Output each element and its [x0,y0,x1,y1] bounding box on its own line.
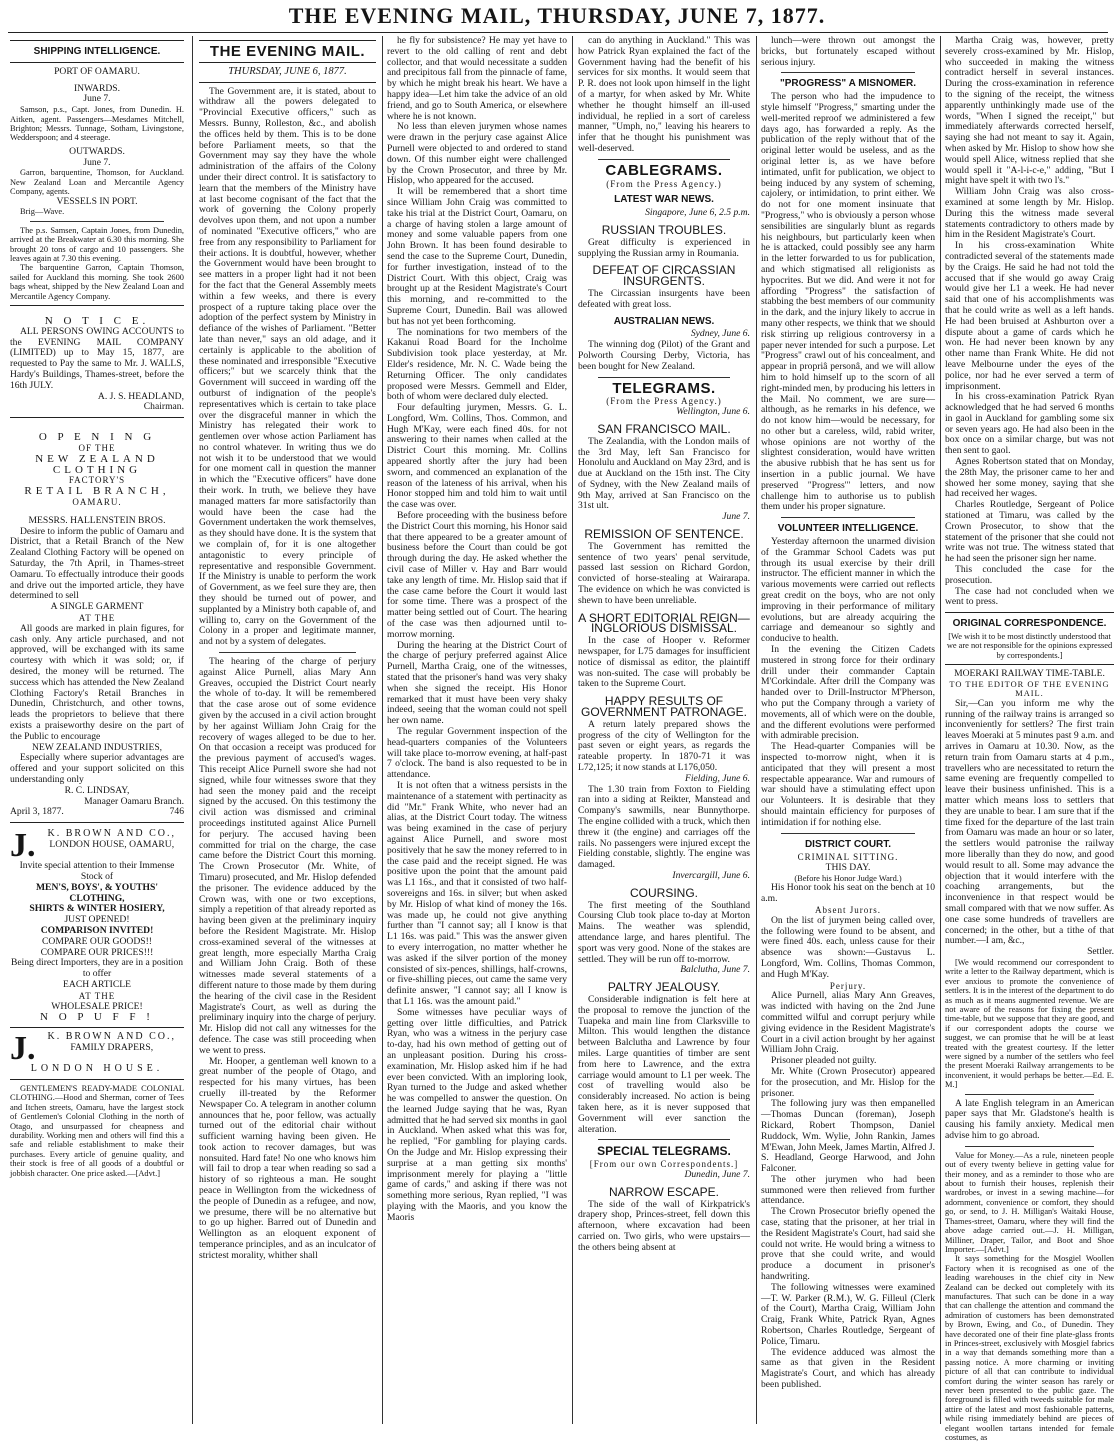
news-paragraph: The regular Government inspection of the head-quarters companies of the Volunteers will take place to-morrow evening, at half-past 7 o'clock. The band is also requested to be in attendance. [387,726,567,781]
before-judge: (Before his Honor Judge Ward.) [794,873,902,883]
criminal-sitting: CRIMINAL SITTING. [797,852,899,863]
district-court-heading: DISTRICT COURT. [804,838,892,850]
divider [10,1079,184,1080]
opening-firm: MESSRS. HALLENSTEIN BROS. [28,514,166,526]
divider [10,62,184,63]
editor-note: [We would recommend our correspondent to write a letter to the Railway department, which is ever anxious to promote the convenience of settlers. It is in the interest of the department to do as much as it means augmented revenue. We are not aware of the reasons for fixing the present time-table, but we suppose that they are good, and if our correspondent adopts the course we suggest, we can promise that he will be at least treated with the greatest courtesy. If the letter were signed by a number of the settlers who feel the present Moeraki Railway arrangements to be inconvenient, it would perhaps be better.—Ed. E. M.] [945,957,1114,1090]
brown-compare: COMPARISON INVITED! [40,924,154,936]
column-5 [761,36,935,1424]
brown2-drapers: FAMILY DRAPERS, [70,1041,154,1053]
jealousy-heading: PALTRY JEALOUSY. [607,980,721,995]
sf-heading: SAN FRANCISCO MAIL. [597,421,731,436]
masthead: THE EVENING MAIL, THURSDAY, JUNE 7, 1877. [288,3,826,28]
court-paragraph: His Honor took his seat on the bench at 10 a.m. [761,882,935,905]
opening-line: RETAIL BRANCH, [24,485,170,498]
notice-text: ALL PERSONS OWING ACCOUNTS to the EVENING MAIL COMPANY (LIMITED) up to May 15, 1877, are requested to Pay the same to Mr. J. WALLS, Hardy's Buildings, Thames-street, before the 16th JULY. [10,325,184,391]
column-1 [10,36,184,1424]
outwards-heading: OUTWARDS. [69,145,125,157]
russian-heading: RUSSIAN TROUBLES. [601,222,727,237]
editorial-paragraph: Mr. Hooper, a gentleman well known to a great number of the people of Otago, and respected for his many virtues, has been cruelly ill-treated by the Reformer Newspaper Co. A telegram in another column announces that he, poor fellow, was actually turned out of the editorial chair without sufficient warning having been given. He took action to recover damages, but was nonsuited. Hard fate! No one who knows him will fail to drop a tear when reading so sad a history of so righteous a man. He sought peace in Wellington from the wickedness of the people of Dunedin as a refugee, and now, we presume, there will be no alternative but to go up higher. Barred out of Dunedin and Wellington as an eloquent exponent of temperance principles, and as an inculcator of strictest morality, whither shall [199,1055,376,1261]
shipping-heading: SHIPPING INTELLIGENCE. [33,46,161,57]
sf-date: Wellington, June 6. [676,406,750,418]
court-paragraph: The evidence adduced was almost the same as that given in the Resident Magistrate's Court, and which has already been published. [761,1346,935,1391]
press-agency: (From the Press Agency.) [606,178,722,189]
court-paragraph: Prisoner pleaded not guilty. [771,1055,877,1067]
brown-at: AT THE [78,990,116,1001]
court-paragraph: Charles Routledge, Sergeant of Police stationed at Timaru, was called by the Crown Prosecutor, to show that the statement of the prisoner that she could not write was not true. The witness stated that he had seen the prisoner sign her name. [945,499,1114,565]
divider [219,652,356,653]
drop-cap-j: J. [10,827,36,865]
opening-dateline [10,807,184,818]
brown-wholesale: WHOLESALE PRICE! [51,1000,143,1012]
opening-garment: A SINGLE GARMENT [50,601,144,613]
advert-paragraph: Value for Money.—As a rule, nineteen people out of every twenty believe in getting value for their money, and as a reminder to those who are about to furnish their houses, replenish their wardrobes, or invest in a sewing machine—for adornment, convenience or comfort, they should go, or send, to J. H. Milligan's Waitaki House, Thames-street, Oamaru, where they will find the above adage carried out.—J. H. Milligan, Milliner, Draper, Tailor, and Boot and Shoe Importer.—[Advt.] [945,1150,1114,1254]
ready-made-advert: GENTLEMEN'S READY-MADE COLONIAL CLOTHING.—Hood and Sherman, corner of Tees and Itchen streets, Oamaru, have the largest stock of Gentlemen's Colonial Clothing in the north of Otago, and unsurpassed for cheapness and durability. Working men and others will find this a safe and reliable establishment to make their purchases. Every article of genuine quality, and their stock is free of all goods of a doubtful or jobbish character. One price asked.—[Advt.] [10,1083,184,1178]
divider [199,82,376,83]
court-paragraph: The following witnesses were examined—T. W. Parker (R.M.), W. G. Filleul (Clerk of the Court), Martha Craig, William John Craig, Frank White, Patrick Ryan, Agnes Robertson, Charles Routledge, Sergeant of Police, Timaru. [761,1281,935,1347]
divider [199,40,376,41]
news-paragraph: The winning dog (Pilot) of the Grant and Polworth Coursing Derby, Victoria, has been bought for New Zealand. [578,339,750,372]
brown-stock: MEN'S, BOYS', & YOUTHS' CLOTHING, [36,881,158,904]
divider [30,221,164,222]
court-paragraph: The other jurymen who had been summoned were then relieved from further attendance. [761,1173,935,1207]
inwards-date: June 7. [83,93,111,105]
opening-text: Desire to inform the public of Oamaru and District, that a Retail Branch of the New Zealand Clothing Factory will be opened on Saturday, the 7th April, in Thames-street Oamaru. To effectually introduce their goods and drive out the imported article, they have determined to sell [10,525,184,602]
shipping-paragraph: The p.s. Samsen, Captain Jones, from Dunedin, arrived at the Breakwater at 6.30 this morning. She brought 20 tons of cargo and 10 passengers. She leaves again at 7.30 this evening. [10,225,184,264]
court-paragraph: Martha Craig was, however, pretty severely cross-examined by Mr. Hislop, who succeeded in making the witness contradict herself in several instances. During the cross-examination in reference to the signing of the receipt, the witness apparently unthinkingly made use of the words, "When I signed the receipt," but immediately afterwards corrected herself, saying she had not meant to say it. Again, when asked by Mr. Hislop to show how she would spell Alice, witness replied that she would spell it "A-l-i-c-e," adding, "But I might have spelt it with two l's." [945,35,1114,187]
remission-heading: REMISSION OF SENTENCE. [584,527,744,542]
brown-opened: JUST OPENED! [64,914,130,926]
opening-line: NEW ZEALAND CLOTHING [35,452,159,476]
inwards-heading: INWARDS. [73,82,121,94]
brown-compare: COMPARE OUR GOODS!! [42,935,152,947]
news-paragraph: The Circassian insurgents have been defeated with great loss. [578,287,750,310]
brown-stock: SHIRTS & WINTER HOSIERY, [29,903,165,915]
court-paragraph: Alice Purnell, alias Mary Ann Greaves, was indicted with having on the 2nd June committed wilful and corrupt perjury while giving evidence in the Resident Magistrate's Court in a civil action brought by her against William John Craig. [761,990,935,1056]
divider [945,664,1114,665]
fielding-date: Fielding, June 6. [684,772,750,784]
outwards-text: Garron, barquentine, Thomson, for Auckland. New Zealand Loan and Mercantile Agency Company, agents. [10,168,184,197]
court-paragraph: Mr. White (Crown Prosecutor) appeared for the prosecution, and Mr. Hislop for the prisoner. [761,1065,935,1099]
notice-signer: A. J. S. HEADLAND, [97,390,184,402]
editorial-reign-heading: A SHORT EDITORIAL REIGN—INGLORIOUS DISMISSAL. [578,610,750,636]
news-paragraph: Before proceeding with the business before the District Court this morning, his Honor said that there appeared to be a greater amount of business before the Court than could be got through during the day. He asked whether the civil case of Miller v. Hay and Barr would take any length of time. Mr. Hislop said that if the case came before the Court it would last for some time. There was a prospect of the matter being settled out of Court. The hearing of the case was then adjourned until to-morrow morning. [387,510,567,640]
opening-ref: 746 [169,806,184,818]
remission-date: June 7. [722,511,750,523]
letter-signer: Settler. [1087,946,1114,958]
brown-each: EACH ARTICLE [63,978,131,990]
volunteer-heading: VOLUNTEER INTELLIGENCE. [777,523,919,535]
perjury-subheading: Perjury. [829,980,867,991]
port-heading: PORT OF OAMARU. [54,65,140,77]
railway-to-editor: TO THE EDITOR OF THE EVENING MAIL. [949,680,1110,699]
vessels-heading: VESSELS IN PORT. [56,195,138,207]
news-paragraph: Four defaulting jurymen, Messrs. G. L. Longford, Wm. Collins, Thos. Common, and Hugh M'Kay, were each fined 40s. for not answering to their names when called at the District Court this morning. Mr. Collins appeared shortly after the jury had been sworn, and commenced an explanation of the reason of the lateness of his arrival, when his Honor stopped him and told him to wait until the case was over. [387,402,567,511]
court-paragraph: William John Craig was also cross-examined at some length by Mr. Hislop. During this the witness made several statements contradictory to others made by him in the Resident Magistrate's Court. [945,186,1114,241]
opening-role: Manager Oamaru Branch. [84,795,184,807]
special-telegrams-heading: SPECIAL TELEGRAMS. [597,1144,731,1159]
dunedin-date: Dunedin, June 7. [684,1168,750,1180]
editorial-paragraph: The hearing of the charge of perjury against Alice Purnell, alias Mary Ann Greaves, occupied the District Court nearly the whole of to-day. It will be remembered that the case arose out of some evidence given by the accused in a civil action brought by her against William John Craig for the recovery of wages alleged to be due to her. On that occasion a receipt was produced for the previous payment of accused's wages. This receipt Alice Purnell swore she had not signed, while four witnesses swore that they had seen the money paid and the receipt signed by the accused. On this testimony the civil action was dismissed and criminal proceedings instituted against Alice Purnell for perjury. The accused having been committed for trial on the charge, the case came before the District Court this morning. The Crown Prosecutor (Mr. White, of Timaru) prosecuted, and Mr. Hislop defended the prisoner. The evidence adduced by the Crown was, with one or two exceptions, simply a repetition of that already reported as having been given at the preliminary inquiry before the Resident Magistrate. Mr. Hislop cross-examined several of the witnesses at great length, more especially Martha Craig and William John Craig. Both of these witnesses made several statements of a different nature to those made by them during the hearing of the civil case in the Resident Magistrate's Court, as well as during the preliminary inquiry into the charge of perjury. Mr. Hislop did not call any witnesses for the defence. The case was still proceeding when we went to press. [199,656,376,1056]
advert-paragraph: It says something for the Mosgiel Woollen Factory when it is recognised as one of the leading warehouses in the chief city in New Zealand can be decked out completely with its manufactures. That such can be done in a way that can challenge the attention and command the admiration of customers has been demonstrated by Brown, Ewing, and Co., of Dunedin. They have decorated one of their fine plate-glass fronts in Princes-street, exclusively with Mosgiel fabrics in a way that demands something more than a passing notice. A more charming or inviting picture of all that can contribute to individual comfort during the winter season has rarely or never been presented to the public gaze. The foreground is filled with tweeds suitable for male attire of the latest and most fashionable patterns, while rising immediately behind are pieces of elegant woollen tartans intended for female costumes, as [945,1254,1114,1442]
brown-compare: COMPARE OUR PRICES!!! [40,946,154,958]
divider [945,612,1114,613]
news-paragraph: Great difficulty is experienced in supplying the Russian army in Roumania. [578,236,750,259]
australian-heading: AUSTRALIAN NEWS. [613,315,715,327]
divider [598,1139,730,1140]
divider [10,1027,184,1028]
court-paragraph: The following jury was then empanelled—Thomas Duncan (foreman), Joseph Rickard, Robert Thompson, Daniel Ruddock, Wm. Wylie, John Rankin, James M'Ewan, John Meek, James Martin, Alfred J. S. Headland, George Harwood, and John Falconer. [761,1098,935,1175]
shipping-paragraph: The barquentine Garron, Captain Thomson, sailed for Auckland this morning. She took 2600 bags wheat, shipped by the New Zealand Loan and Mercantile Agency Company. [10,263,184,301]
brown2-house: LONDON HOUSE. [30,1063,164,1075]
australian-date: Sydney, June 6. [690,328,750,340]
divider [781,517,915,518]
news-paragraph: The Head-quarter Companies will be inspected to-morrow night, when it is anticipated that they will present a most respectable appearance. War and rumours of war should have a stimulating effect upon our Volunteers. It is desirable that they should maintain efficiency for purposes of intimidation if for nothing else. [761,741,935,828]
brown-house: LONDON HOUSE, OAMARU, [49,838,175,850]
court-paragraph: Agnes Robertson stated that on Monday, the 28th May, the prisoner came to her and showed her some money, saying that she had received her wages. [945,456,1114,500]
column-4 [578,36,750,1424]
masthead-rule [8,32,1108,33]
news-paragraph: can do anything in Auckland." This was how Patrick Ryan explained the fact of the Government having had the benefit of his services for six months. It would seem that P. R. does not look upon himself in the light of a martyr, for when asked by Mr. White whether he thought himself an ill-used individual, he replied in a sort of careless manner, "Umph, no," leaving his hearers to infer that he thought his punishment was well-deserved. [578,35,750,154]
notice-heading: N O T I C E. [44,315,150,328]
court-paragraph: The Crown Prosecutor briefly opened the case, stating that the prisoner, at her trial in the Resident Magistrate's Court, had said she could not write. He would bring a witness to prove that she could write, and would produce a document in prisoner's handwriting. [761,1206,935,1283]
court-paragraph: On the list of jurymen being called over, the following were found to be absent, and were fined 40s. each, unless cause for their absence was shown:—Gustavus L. Longford, Wm. Collins, Thomas Common, and Hugh M'Kay. [761,914,935,980]
press-agency: (From the Press Agency.) [606,396,722,407]
notice-role: Chairman. [143,401,184,413]
inwards-text: Samson, p.s., Capt. Jones, from Dunedin. H. Aitken, agent. Passengers—Mesdames Mitchell, Brighton; Messrs. Tunnage, Sotham, Livingstone, Wedderspoon; and 4 steerage. [10,105,184,143]
divider [10,40,184,41]
absent-jurors: Absent Jurors. [815,904,881,915]
telegrams-heading: TELEGRAMS. [612,379,716,397]
court-paragraph: This concluded the case for the prosecution. [945,564,1114,586]
divider [598,159,730,160]
court-paragraph: In his cross-examination Patrick Ryan acknowledged that he had served 6 months in gaol in Auckland for gambling some six or seven years ago. He had also been in the box once on a similar charge, but was not then sent to gaol. [945,391,1114,457]
divider [598,377,730,378]
divider [199,62,376,63]
news-paragraph: he fly for subsistence? He may yet have to revert to the old calling of rent and debt collector, and that would necessitate a sudden and precipitous fall from the pinnacle of fame, by which he might break his heart. We have a happy idea—Let him take the advice of an old friend, and go to South America, or elsewhere where he is not known. [387,35,567,122]
narrow-escape-heading: NARROW ESCAPE. [608,1184,719,1199]
coursing-heading: COURSING. [629,885,698,900]
opening-text: Especially where superior advantages are offered and your support solicited on this understanding only [10,752,184,785]
brown-invite: Invite special attention to their Immense Stock of [19,860,175,882]
war-heading: LATEST WAR NEWS. [614,194,714,206]
court-paragraph: The case had not concluded when we went to press. [945,585,1114,608]
divider [781,833,915,834]
drop-cap-j: J. [10,1030,36,1068]
column-rule [572,36,573,1424]
opening-line: FACTORY'S [68,475,126,486]
opening-signer: R. C. LINDSAY, [64,784,130,796]
progress-heading: "PROGRESS" A MISNOMER. [780,78,916,90]
news-paragraph: During the hearing at the District Court of the charge of perjury preferred against Alice Purnell, Martha Craig, one of the witnesses, stated that the prisoner's hand was very shaky when she signed the receipt. His Honor remarked that it must have been very shaky indeed, seeing that the woman could not spell her own name. [387,639,567,727]
railway-heading: MOERAKI RAILWAY TIME-TABLE. [954,668,1105,680]
brown-importers: Being direct Importers, they are in a position to offer [10,957,184,980]
news-paragraph: lunch—were thrown out amongst the bricks, but fortunately escaped without serious injury. [761,35,935,68]
news-paragraph: The Government has remitted the sentence of two years' penal servitude, passed last session on Richard Gordon, convicted of horse-stealing at Wairarapa. The evidence on which he was convicted is shewn to have been unreliable. [578,540,750,606]
invercargill-date: Invercargill, June 6. [672,869,750,881]
column-rule [382,36,383,1424]
column-rule [756,36,757,1424]
vessels-text: Brig—Wave. [20,207,65,217]
news-paragraph: The first meeting of the Southland Coursing Club took place to-day at Morton Mains. The weather was splendid, attendance large, and hares plentiful. The sport was very good. None of the stakes are settled. They will be run off to-morrow. [578,899,750,965]
news-paragraph: Some witnesses have peculiar ways of getting over little difficulties, and Patrick Ryan, who was a witness in the perjury case to-day, had his own method of getting out of an unpleasant position. During his cross-examination, Mr. Hislop asked him if he had ever been convicted. With an imploring look, Ryan turned to the Judge and asked whether he was compelled to answer the question. On the learned Judge saying that he was, Ryan admitted that he had served six months in gaol in Auckland. When asked what this was for, he replied, "For gambling for playing cards. On the Judge and Mr. Hislop expressing their surprise at a man getting six months' imprisonment merely for playing a "little game of cards," and asking if there was not something more serious, Ryan replied, "I was playing with the Maoris, and you know the Maoris [387,1006,567,1223]
brown2-firm: K. BROWN AND CO., [47,1031,176,1043]
news-paragraph: The nominations for two members of the Kakanui Road Board for the Incholme Subdivision took place yesterday, at Mr. Elder's residence, Mr. N. C. Wade being the Returning Officer. The only candidates proposed were Messrs. Gemmell and Elder, both of whom were declared duly elected. [387,326,567,403]
news-paragraph: In the case of Hooper v. Reformer newspaper, for L75 damages for insufficient notice of dismissal as editor, the plaintiff was non-suited. The case will probably be taken to the Supreme Court. [578,635,750,690]
editorial-date: THURSDAY, JUNE 6, 1877. [228,65,347,77]
opening-industries: NEW ZEALAND INDUSTRIES, [31,741,163,753]
opening-line: OAMARU. [72,497,122,508]
news-paragraph: No less than eleven jurymen whose names were drawn in the perjury case against Alice Purnell were objected to and ordered to stand down. Of this number eight were challenged by the Crown Prosecutor, and three by Mr. Hislop, who appeared for the accused. [387,121,567,187]
war-date: Singapore, June 6, 2.5 p.m. [645,207,750,219]
column-3 [387,36,567,1424]
circassian-heading: DEFEAT OF CIRCASSIAN INSURGENTS. [592,263,736,289]
news-paragraph: It is not often that a witness persists in the maintenance of a statement with pertinacity as did "Mr." Frank White, who never had an alias, at the District Court today. The witness was being examined in the case of perjury against Alice Purnell, and swore most positively that he saw the money referred to in the case paid and the receipt signed. He was positive upon the point that the amount paid was L1 16s., and that it consisted of two half-sovereigns and 16s. in silver; but when asked by Mr. Hislop of what kind of money the 16s. was made up, he could not give anything further than "I cannot say; all I know is that L1 16s. was paid." This was the answer given to every interrogation, no matter whether he was asked if the silver portion of the money consisted of six-pences, shillings, half-crowns, or five-shilling pieces, out came the same very definite answer, "I cannot say; all I know is that L1 16s. was the amount paid." [387,779,567,1007]
divider [965,1146,1094,1147]
divider [781,72,915,73]
column-rule [940,36,941,1424]
cablegrams-heading: CABLEGRAMS. [605,161,723,179]
this-day: THIS DAY. [825,862,871,874]
correspondents-note: [From our own Correspondents.] [589,1159,739,1170]
news-paragraph: Considerable indignation is felt here at the proposal to remove the junction of the Tuapeka and main line from Clarksville to Milton. This would lengthen the distance between Balclutha and Lawrence by four miles. Large quantities of timber are sent from here to Lawrence, and the extra carriage would amount to L1 per week. The cost of travelling would also be considerably increased. No action is being taken here, as it is never supposed that Government will ever sanction the alteration. [578,993,750,1135]
column-2 [199,36,376,1424]
divider [965,1094,1094,1095]
opening-line: OF THE [78,443,116,454]
column-rule [192,36,193,1424]
editorial-title: THE EVENING MAIL. [209,43,366,60]
correspondence-heading: ORIGINAL CORRESPONDENCE. [952,618,1107,630]
news-paragraph: In the evening the Citizen Cadets mustered in strong force for their ordinary drill under their commander Captain M'Corkindale. After drill the Company was handed over to Drill-Instructor M'Pherson, who put the Company through a variety of movements, all of which were on the double, and the different evolutions were performed with admirable precision. [761,644,935,742]
court-paragraph: In his cross-examination White contradicted several of the statements made by the Craigs. He said he had not told the accused that if she would go away Craig would give her L1 a week. He had never said that one of his accomplishments was that he could write as well as a left hands. He had been bruised at Ashburton over a dispute about a game of cards which he won. He had never been known by any other name than Frank White. He did not leave Melbourne under the eyes of the police, nor had he ever served a term of imprisonment. [945,240,1114,392]
divider [10,417,184,418]
brown-puff: N O P U F F ! [40,1011,154,1024]
news-paragraph: Yesterday afternoon the unarmed division of the Grammar School Cadets was put through its usual exercise by their drill instructor. The efficient manner in which the various movements were carried out reflects great credit on the boys, who are not only improving in their performance of military evolutions, but are already acquiring the carriage and demeanour so sightly and conducive to health. [761,536,935,645]
opening-text: All goods are marked in plain figures, for cash only. Any article purchased, and not approved, will be exchanged with its same courtesy with which it was sold; or, if desired, the money will be returned. The success which has attended the New Zealand Clothing Factory's Retail Branches in Dunedin, Christchurch, and other towns, leads the proprietors to believe that there exists a praiseworthy desire on the part of the Public to encourage [10,622,184,742]
balclutha-date: Balclutha, June 7. [680,964,750,976]
opening-date: April 3, 1877. [10,806,64,818]
news-paragraph: It will be remembered that a short time since William John Craig was committed to take his trial at the District Court, Oamaru, on a charge of having stolen a large amount of money and some valuable papers from one John Brown. It has been found desirable to send the case to the Supreme Court, Dunedin, for further investigation, instead of to the District Court. With this object, Craig was brought up at the Resident Magistrate's Court this morning, and re-committed to the Supreme Court, Dunedin. Bail was allowed but has not yet been forthcoming. [387,186,567,327]
divider [10,822,184,823]
outwards-date: June 7. [83,156,111,168]
news-paragraph: The Zealandia, with the London mails of the 3rd May, left San Francisco for Honolulu and Auckland on May 23rd, and is due at Auckland on the 15th inst. The City of Sydney, with the New Zealand mails of 9th May, arrived at San Francisco on the 31st ult. [578,435,750,512]
letter-paragraph: Sir,—Can you inform me why the running of the railway trains is arranged so inconveniently for settlers? The first train leaves Moeraki at 5 minutes past 9 a.m. and arrives in Oamaru at 10.30. Now, as the return train from Oamaru starts at 4 p.m., travellers who are necessitated to return the same evening are frequently compelled to leave their business unfinished. This is a matter which means loss to settlers that they are unable to bear. I am sure that if the time fixed for the departure of the last train from Oamaru was made an hour or so later, the settlers would patronise the railway more liberally than they do now, and good would result to all. Some may advance the objection that it would interfere with the coaching arrangements, but the inconvenience in that respect would be small compared with that we now suffer. As one case some hundreds of travellers are concerned; in the other, but a tithe of that number.—I am, &c., [945,697,1114,947]
opening-at: AT THE [78,613,116,623]
opening-line: O P E N I N G [38,431,156,444]
news-paragraph: A late English telegram in an American paper says that Mr. Gladstone's health is causing his family anxiety. Medical men advise him to go abroad. [945,1097,1114,1142]
news-paragraph: The side of the wall of Kirkpatrick's drapery shop, Princes-street, fell down this afternoon, where excavation had been carried on. Two girls, who were upstairs—the others being absent at [578,1198,750,1253]
divider [10,305,184,306]
column-6 [945,35,1114,1442]
news-paragraph: A return lately prepared shows the progress of the city of Wellington for the past seven or eight years, as regards the rateable property. In 1870-71 it was L72,125; it now stands at L176,050. [578,718,750,774]
correspondence-note: [We wish it to be most distinctly understood that we are not responsible for the opinions expressed by correspondents.] [946,632,1113,660]
brown-firm: K. BROWN AND CO., [47,828,176,840]
news-paragraph: The person who had the impudence to style himself "Progress," smarting under the well-merited reproof we administered a few days ago, has forwarded a reply. As the publication of the reply without that of the original letter would be useless, and as the original letter is, as we have before intimated, unfit for publication, we object to being induced by any system of scheming, cajolery, or intimidation, to print either. We do not for one moment insinuate that "Progress," who is obviously a person whose sensibilities are singularly blunt as regards his neighbours, but particularly keen when he is attacked, could possibly see any harm in the letter forwarded to us for publication, and which stigmatised all religionists as hypocrites. But we did. And were it not for affording "Progress" the satisfaction of stabbing the best members of our community in the dark, and the injury likely to accrue in many other respects, we think that we should risk stirring up religious controversy in a paper never intended for such a purpose. Let "Progress" crawl out of his concealment, and appear in propriâ personâ, and we will allow him to hold himself up to the scorn of all right-minded men, by producing his letters in the Mail. No comment, we are sure—although, as he remarks in his defence, we do not know him—would be necessary, for no other but a careless, wild, rabid writer, whose opinions are not worthy of the slightest consideration, would have written the abusive rubbish that he has sent us for insertion in a public journal. We have preserved "Progress'" letters, and now challenge him to authorise us to publish them under his proper signature. [761,91,935,513]
news-paragraph: The 1.30 train from Foxton to Fielding ran into a siding at Reikter, Manstead and Company's sawmills, near Bunnythorpe. The engine collided with a truck, which then threw it (the engine) and carriages off the rails. No passengers were injured except the Fielding constable, slightly. The engine was damaged. [578,783,750,871]
editorial-paragraph: The Government are, it is stated, about to withdraw all the powers delegated to "Provincial Executive officers," such as Messrs. Bunny, Rolleston, &c., and abolish the offices held by them. This is to be done before Parliament meets, so that the Government may say they have the whole administration of the affairs of the Colony under their direct control. It is satisfactory to learn that the members of the Ministry have at last become cognisant of the fact that the work of governing the Colony properly devolves upon them, and not upon a number of nominated "Executive officers," who are free from any responsibility to Parliament for their actions. It is doubtful, however, whether the Government would have been brought to see matters in a proper light had it not been for the fact that the General Assembly meets within a few weeks, and there is every prospect of a rupture taking place over the adoption of the perfect system by Ministry in defiance of the wishes of Parliament. "Better late than never," says an old adage, and it certainly is applicable to the abolition of these nominated and irresponsible "Executive officers;" but we scarcely think that the Government will succeed in warding off the outburst of indignation of the people's representatives which is certain to take place over the disgraceful manner in which the Ministry has relegated their work to gentlemen over whose action Parliament has no control whatever. In writing thus we do not wish it to be understood that we would for one moment call in question the manner in which the "Executive officers" have done their work. In truth, we believe they have managed matters far more satisfactorily than would have been the case had the Government undertaken the work themselves, as they should have done. It is the system that we complain of, for it is one altogether antagonistic to every principle of representative and responsible Government. If the Ministry is unable to perform the work of Government, as we feel sure they are, then they should be turned out of power, and supplanted by a Ministry both capable of, and willing to, carry on the Government of the Colony in a proper and legitimate manner, and not by a system of delegates. [199,85,376,648]
happy-results-heading: HAPPY RESULTS OF GOVERNMENT PATRONAGE. [580,694,748,720]
